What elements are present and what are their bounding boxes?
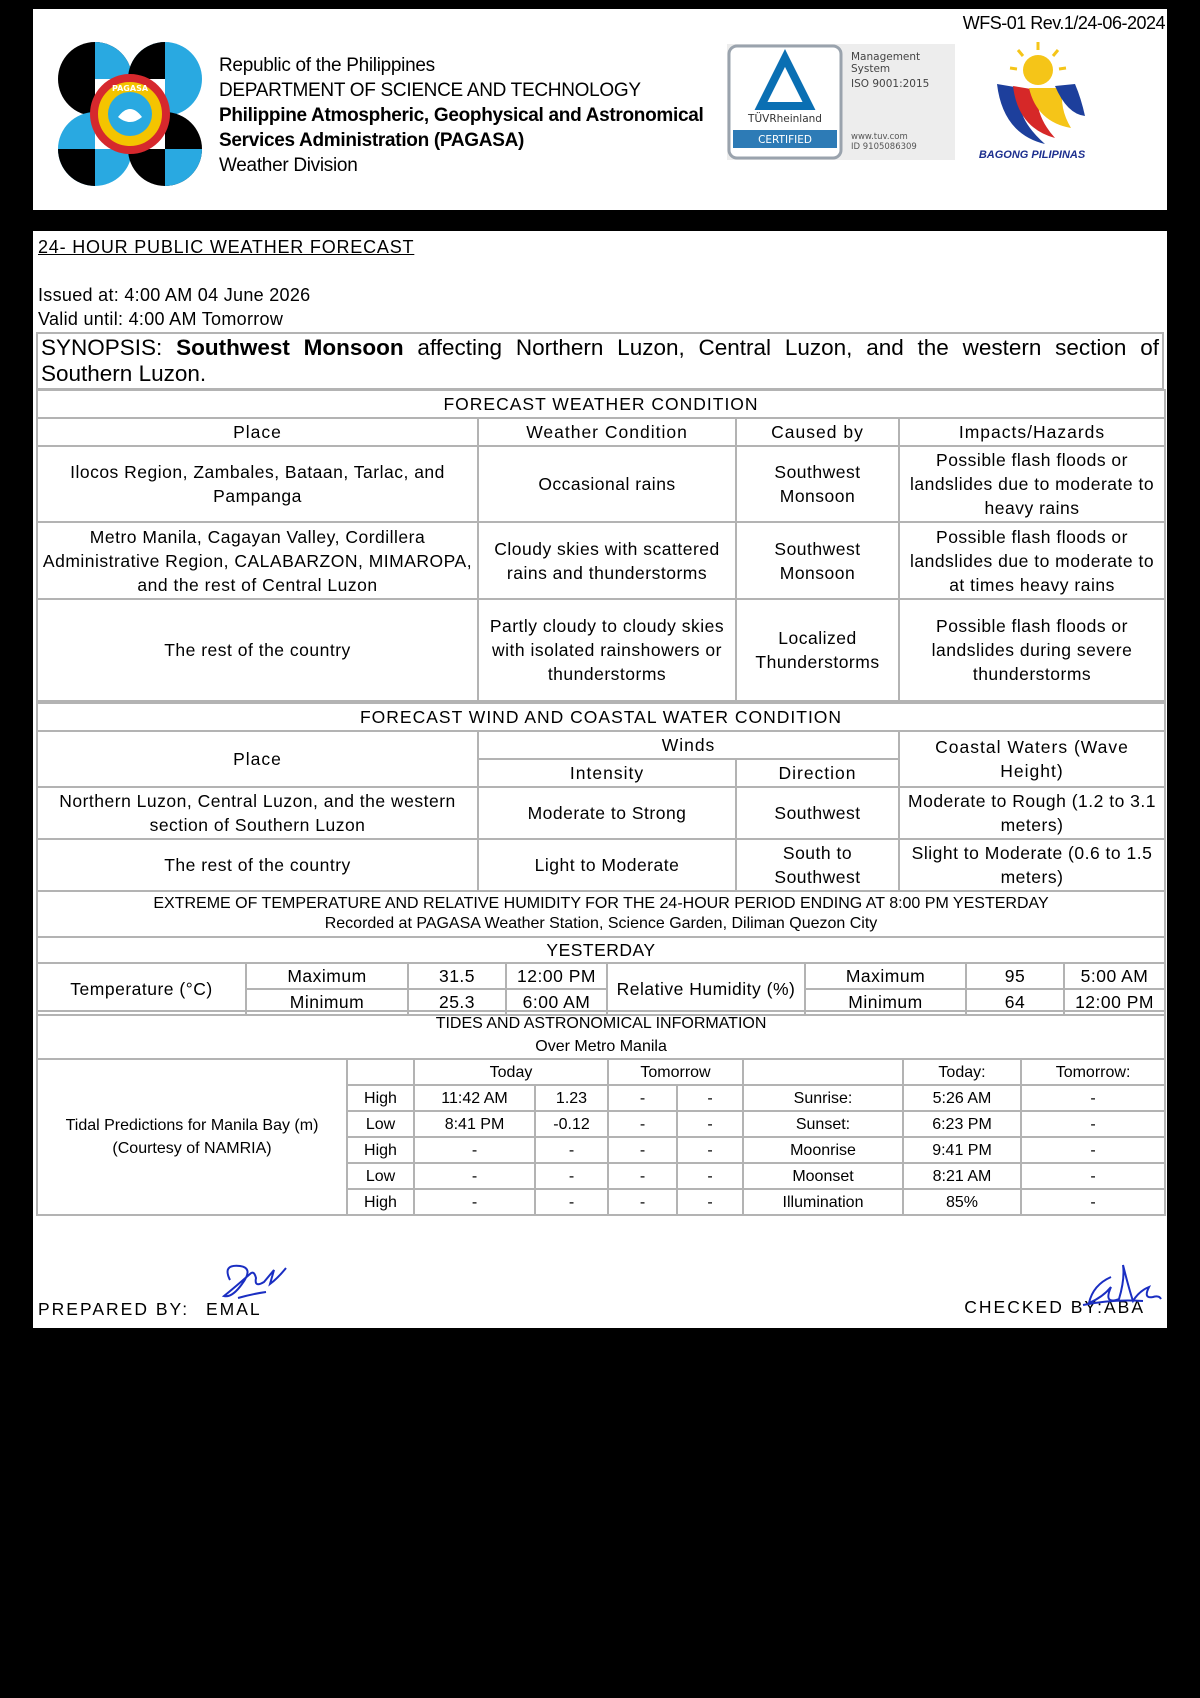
tide-type: High [347,1137,414,1163]
tide-today-height: - [535,1137,608,1163]
tide-tomorrow-time: - [608,1189,677,1215]
wind-col-direction: Direction [736,759,899,787]
forecast-row [37,599,1165,701]
forecast-col-place: Place [37,418,478,446]
synopsis-text [37,333,1163,389]
forecast-weather-table [36,389,1166,702]
temp-max-value: 31.5 [408,963,506,989]
agency-line-republic: Republic of the Philippines [219,55,435,76]
synopsis-weather-system: Southwest Monsoon [176,335,404,360]
wind-direction: Southwest [736,787,899,839]
seal-text: PAGASA [111,84,149,93]
astro-label: Moonset [743,1163,903,1189]
forecast-document [33,231,1167,1328]
forecast-place: The rest of the country [37,599,478,701]
tuv-certification-logo [727,44,955,160]
agency-line-department: DEPARTMENT OF SCIENCE AND TECHNOLOGY [219,80,641,101]
astro-today-value: 5:26 AM [903,1085,1021,1111]
wind-intensity: Moderate to Strong [478,787,736,839]
tide-today-time: 11:42 AM [414,1085,535,1111]
rh-min-time: 12:00 PM [1064,989,1165,1015]
tide-today-time: - [414,1163,535,1189]
forecast-col-condition: Weather Condition [478,418,736,446]
forecast-condition: Occasional rains [478,446,736,522]
rh-min-value: 64 [966,989,1064,1015]
temp-min-value: 25.3 [408,989,506,1015]
issued-at: Issued at: 4:00 AM 04 June 2026 [38,285,311,305]
tides-today-header: Today [414,1059,608,1085]
tides-tomorrow-header: Tomorrow [608,1059,743,1085]
wind-row [37,787,1165,839]
rh-max-value: 95 [966,963,1064,989]
forecast-section-title: FORECAST WEATHER CONDITION [37,390,1165,418]
extremes-title: EXTREME OF TEMPERATURE AND RELATIVE HUMIDITY FOR THE 24-HOUR PERIOD ENDING AT 8:00 PM YESTERDAY [153,895,1049,912]
tide-tomorrow-time: - [608,1111,677,1137]
issue-info [38,283,311,331]
astro-tomorrow-value: - [1021,1189,1165,1215]
extremes-station: Recorded at PAGASA Weather Station, Science Garden, Diliman Quezon City [324,915,878,932]
forecast-impacts: Possible flash floods or landslides during severe thunderstorms [899,599,1165,701]
forecast-col-impacts: Impacts/Hazards [899,418,1165,446]
astro-tomorrow-value: - [1021,1111,1165,1137]
tide-type: High [347,1085,414,1111]
astro-label: Moonrise [743,1137,903,1163]
astro-today-value: 8:21 AM [903,1163,1021,1189]
agency-line-pagasa-cont: Services Administration (PAGASA) [219,130,525,151]
rh-max-time: 5:00 AM [1064,963,1165,989]
wind-place: The rest of the country [37,839,478,891]
tide-today-height: 1.23 [535,1085,608,1111]
forecast-place: Metro Manila, Cagayan Valley, Cordillera Administrative Region, CALABARZON, MIMAROPA, and the rest of Central Luzon [37,522,478,599]
humidity-label: Relative Humidity (%) [607,963,805,1015]
tidal-predictions-label: Tidal Predictions for Manila Bay (m) (Courtesy of NAMRIA) [37,1059,347,1215]
forecast-col-caused-by: Caused by [736,418,899,446]
letterhead [33,9,1167,210]
extremes-section-title [37,891,1165,937]
wind-place: Northern Luzon, Central Luzon, and the western section of Southern Luzon [37,787,478,839]
extremes-table [36,890,1166,1016]
tide-type: Low [347,1163,414,1189]
astro-tomorrow-value: - [1021,1085,1165,1111]
forecast-condition: Partly cloudy to cloudy skies with isolated rainshowers or thunderstorms [478,599,736,701]
wind-coastal-table [36,702,1166,892]
temp-max-label: Maximum [246,963,408,989]
wind-coastal: Moderate to Rough (1.2 to 3.1 meters) [899,787,1165,839]
tide-tomorrow-height: - [677,1163,743,1189]
tides-astronomical-table [36,1010,1166,1216]
astro-label: Illumination [743,1189,903,1215]
temperature-label: Temperature (°C) [37,963,246,1015]
tide-tomorrow-height: - [677,1085,743,1111]
bagong-pilipinas-text: BAGONG PILIPINAS [978,149,1086,161]
prepared-by-initials: EMAL [205,1299,262,1319]
forecast-impacts: Possible flash floods or landslides due to moderate to at times heavy rains [899,522,1165,599]
agency-line-pagasa: Philippine Atmospheric, Geophysical and Astronomical [219,105,704,126]
tide-today-time: 8:41 PM [414,1111,535,1137]
forecast-row [37,522,1165,599]
wind-col-place: Place [37,731,478,787]
astro-today-value: 6:23 PM [903,1111,1021,1137]
tides-title: TIDES AND ASTRONOMICAL INFORMATION [435,1015,767,1032]
tide-today-height: -0.12 [535,1111,608,1137]
tide-today-height: - [535,1163,608,1189]
tuv-brand: TÜVRheinland [748,113,822,125]
temp-min-label: Minimum [246,989,408,1015]
forecast-place: Ilocos Region, Zambales, Bataan, Tarlac, and Pampanga [37,446,478,522]
astro-today-value: 9:41 PM [903,1137,1021,1163]
tides-subtitle: Over Metro Manila [535,1038,667,1055]
tuv-web-line-1: www.tuv.com [851,132,908,142]
temp-max-time: 12:00 PM [506,963,607,989]
tide-today-height: - [535,1189,608,1215]
tide-tomorrow-time: - [608,1085,677,1111]
tide-today-time: - [414,1189,535,1215]
tide-today-time: - [414,1137,535,1163]
tide-tomorrow-height: - [677,1137,743,1163]
form-code: WFS-01 Rev.1/24-06-2024 [962,13,1165,33]
wind-row [37,839,1165,891]
checked-by-signature [1081,1257,1163,1317]
valid-until: Valid until: 4:00 AM Tomorrow [38,309,284,329]
wind-col-coastal: Coastal Waters (Wave Height) [899,731,1165,787]
tide-tomorrow-height: - [677,1189,743,1215]
checked-by-initials: ABA [1103,1297,1145,1317]
astro-today-value: 85% [903,1189,1021,1215]
tide-type: Low [347,1111,414,1137]
tide-type: High [347,1189,414,1215]
astro-label: Sunrise: [743,1085,903,1111]
tuv-system-line-1: Management [851,51,921,63]
tuv-certified-badge: CERTIFIED [758,134,812,146]
astro-tomorrow-header: Tomorrow: [1021,1059,1165,1085]
tides-section-title [37,1011,1165,1059]
synopsis-description: affecting Northern Luzon, Central Luzon, and the western section of [417,335,1159,360]
forecast-impacts: Possible flash floods or landslides due to moderate to heavy rains [899,446,1165,522]
wind-section-title: FORECAST WIND AND COASTAL WATER CONDITION [37,703,1165,731]
checked-by-label: CHECKED BY: [964,1297,1104,1317]
report-title: 24- HOUR PUBLIC WEATHER FORECAST [38,237,415,257]
astro-label: Sunset: [743,1111,903,1137]
prepared-by-signature [208,1252,288,1312]
astro-tomorrow-value: - [1021,1137,1165,1163]
synopsis-box [36,332,1164,390]
tuv-web-line-2: ID 9105086309 [851,142,917,152]
agency-line-division: Weather Division [219,155,358,176]
synopsis-description-cont: Southern Luzon. [41,361,207,386]
astro-tomorrow-value: - [1021,1163,1165,1189]
temp-min-time: 6:00 AM [506,989,607,1015]
wind-coastal: Slight to Moderate (0.6 to 1.5 meters) [899,839,1165,891]
extremes-period: YESTERDAY [37,937,1165,963]
forecast-condition: Cloudy skies with scattered rains and thunderstorms [478,522,736,599]
tuv-system-line-3: ISO 9001:2015 [851,78,930,90]
forecast-caused-by: Southwest Monsoon [736,446,899,522]
tide-tomorrow-time: - [608,1137,677,1163]
synopsis-label: SYNOPSIS: [41,335,163,360]
forecast-row [37,446,1165,522]
forecast-caused-by: Southwest Monsoon [736,522,899,599]
wind-intensity: Light to Moderate [478,839,736,891]
tide-tomorrow-time: - [608,1163,677,1189]
rh-max-label: Maximum [805,963,966,989]
astro-today-header: Today: [903,1059,1021,1085]
tide-tomorrow-height: - [677,1111,743,1137]
tuv-system-line-2: System [851,63,891,75]
pagasa-seal-logo [55,39,205,189]
prepared-by-label: PREPARED BY: [38,1299,190,1319]
wind-direction: South to Southwest [736,839,899,891]
forecast-caused-by: Localized Thunderstorms [736,599,899,701]
wind-col-intensity: Intensity [478,759,736,787]
wind-col-winds: Winds [478,731,899,759]
rh-min-label: Minimum [805,989,966,1015]
agency-name-block [219,53,703,178]
